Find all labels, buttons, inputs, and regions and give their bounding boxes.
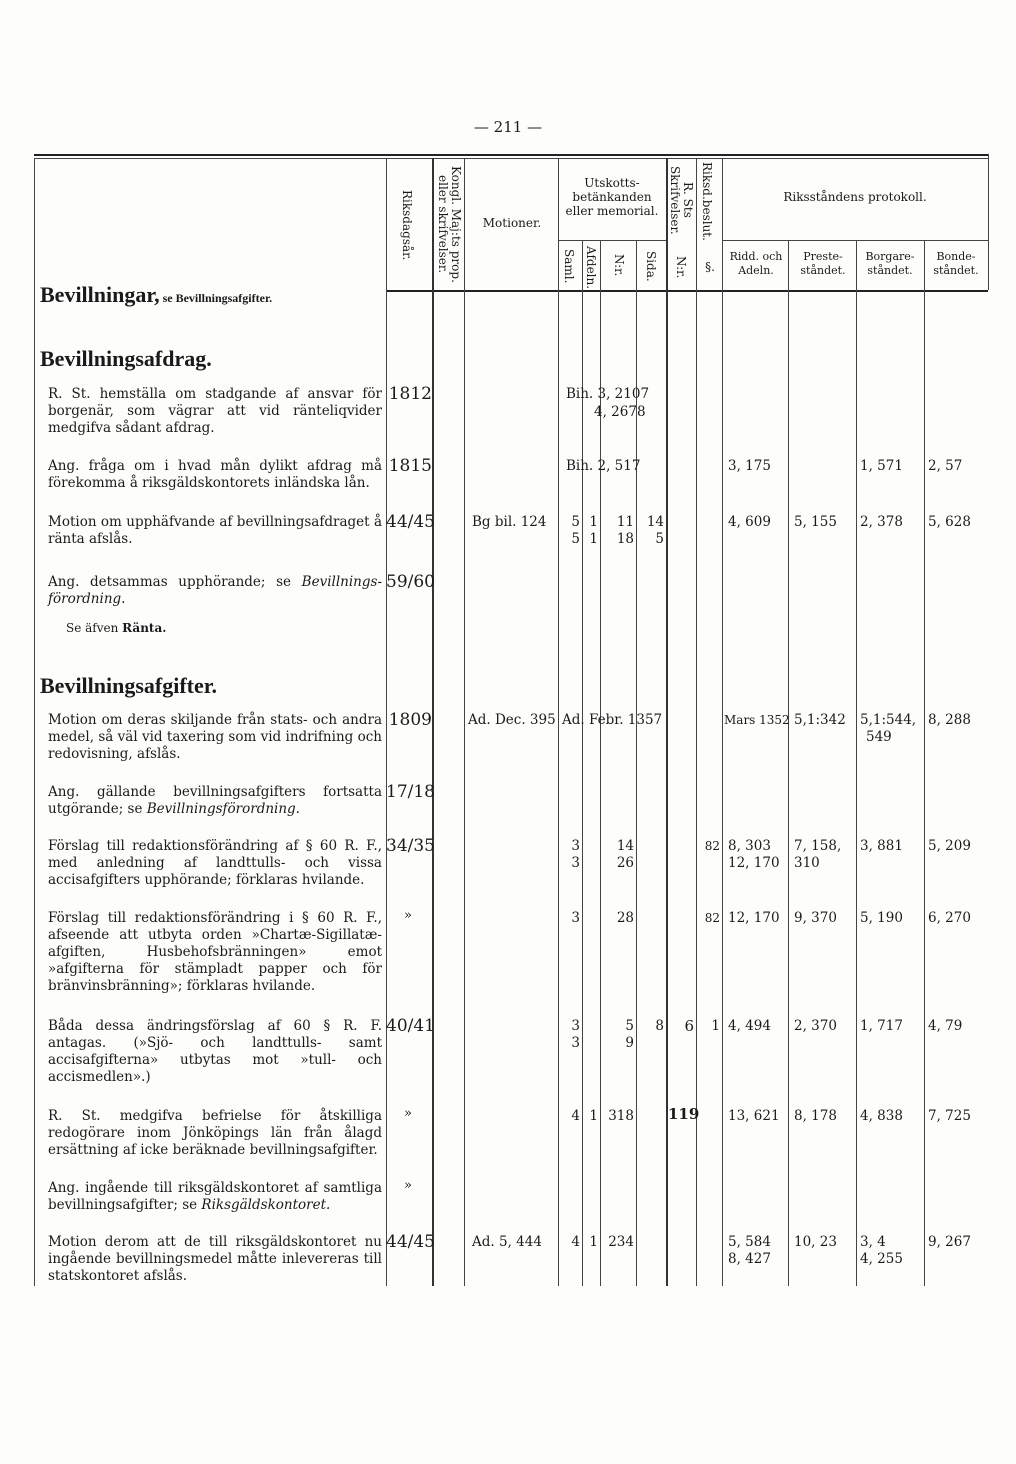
- header-prest: Preste- ståndet.: [800, 250, 846, 277]
- ridd-ref: 12, 170: [728, 910, 780, 926]
- borg-ref: 2, 378: [860, 514, 903, 530]
- entry-text-ref: Bevillnings- förordning.: [48, 574, 382, 607]
- entry-year: 1812: [388, 384, 432, 404]
- header-riksd-beslut: Riksd.beslut.: [700, 162, 714, 241]
- bonde-ref: 7, 725: [928, 1108, 971, 1124]
- borg-ref: 5,1:544,: [860, 712, 917, 728]
- bonde-ref: 5, 209: [928, 838, 971, 854]
- entry-text: Båda dessa ändringsförslag af 60 § R. F. antagas. (»Sjö- och landttulls- samt accisafgifterna» utbytas mot »tull- och accismedlen».): [48, 1018, 382, 1085]
- header-riksdagsar: Riksdagsår.: [400, 190, 414, 261]
- r-sts-nr: 119: [668, 1105, 700, 1123]
- prest-ref: 2, 370: [794, 1018, 837, 1034]
- entry-year: 44/45: [386, 1232, 435, 1252]
- entry-text: [48, 1180, 382, 1214]
- section-bevillningar: [40, 282, 272, 308]
- utskotts-ref: 4, 2678: [594, 404, 646, 420]
- entry-text-plain: Ang. detsammas upphörande; se: [48, 574, 302, 590]
- col-line: [432, 158, 434, 1286]
- header-motioner: Motioner.: [482, 216, 542, 230]
- afdeln: 1: [589, 531, 598, 547]
- header-kongl: Kongl. Maj:ts prop. eller skrifvelser.: [436, 165, 463, 283]
- section-afdrag: Bevillningsafdrag.: [40, 346, 212, 371]
- bonde-ref: 2, 57: [928, 458, 963, 474]
- r-sts-nr: 6: [684, 1017, 694, 1035]
- borg-ref: 3, 4: [860, 1234, 886, 1250]
- ridd-ref: 8, 427: [728, 1251, 771, 1267]
- entry-year: »: [404, 1106, 412, 1121]
- borg-ref: 1, 571: [860, 458, 903, 474]
- col-line: [722, 158, 723, 1286]
- page-number: — 211 —: [473, 118, 543, 136]
- sida: 5: [655, 531, 664, 547]
- prest-ref: 5, 155: [794, 514, 837, 530]
- afdeln: 1: [589, 1234, 598, 1250]
- col-line: [988, 154, 989, 290]
- riksd-par: 82: [704, 911, 720, 925]
- entry-year: 1815: [388, 456, 432, 476]
- ridd-ref: 4, 609: [728, 514, 771, 530]
- utskotts-nr: 18: [616, 531, 634, 547]
- saml: 3: [571, 855, 580, 871]
- borg-ref: 4, 255: [860, 1251, 903, 1267]
- utskotts-nr: 234: [608, 1234, 634, 1250]
- bevillningar-title: Bevillningar,: [40, 282, 160, 307]
- top-rule: [34, 154, 988, 156]
- section-afgifter: Bevillningsafgifter.: [40, 673, 218, 698]
- saml: 3: [571, 1018, 580, 1034]
- saml: 3: [571, 1035, 580, 1051]
- entry-year: »: [404, 1178, 412, 1193]
- motion-ref: Bg bil. 124: [472, 514, 547, 530]
- ridd-ref: 5, 584: [728, 1234, 771, 1250]
- motion-ref: Ad. Dec. 395: [468, 712, 556, 728]
- entry-text: Förslag till redaktionsförändring i § 60 R. F., afseende att utbyta orden »Chartæ-Sigillatæ-afgiften, Husbehofsbränningen» emot »afgifterna för stämpladt papper och för bränvinsbränning»; förklaras hvilande.: [48, 910, 382, 994]
- header-utskotts: Utskotts- betänkanden eller memorial.: [565, 176, 659, 218]
- saml: 5: [571, 531, 580, 547]
- afdeln: 1: [589, 514, 598, 530]
- afdeln: 1: [589, 1108, 598, 1124]
- entry-text: Motion om upphäfvande af bevillningsafdraget å ränta afslås.: [48, 514, 382, 547]
- utskotts-nr: 14: [616, 838, 634, 854]
- entry-text: [48, 574, 382, 608]
- utskotts-sub-rule: [558, 240, 666, 241]
- col-line: [34, 158, 35, 1286]
- se-afven-label: Se äfven: [66, 621, 119, 635]
- header-borg: Borgare- ståndet.: [865, 250, 915, 277]
- col-line: [924, 240, 925, 1286]
- header-par: §.: [705, 260, 715, 274]
- se-afven-ranta: Ränta.: [122, 621, 167, 635]
- saml: 4: [571, 1234, 580, 1250]
- entry-text-ref: Bevillningsförordning.: [146, 801, 300, 817]
- utskotts-nr: 11: [616, 514, 634, 530]
- borg-ref: 5, 190: [860, 910, 903, 926]
- entry-text-plain: Ang. gällande bevillningsafgifters fortsatta utgörande; se: [48, 784, 382, 817]
- header-ridd: Ridd. och Adeln.: [729, 250, 783, 277]
- header-afdeln: Afdeln.: [584, 246, 598, 290]
- header-sida: Sida.: [644, 250, 658, 282]
- col-line: [788, 240, 789, 1286]
- ridd-ref: 8, 303: [728, 838, 771, 854]
- borg-ref: 549: [866, 729, 892, 745]
- entry-text: [48, 784, 382, 818]
- prest-ref: 8, 178: [794, 1108, 837, 1124]
- entry-text-plain: Ang. ingående till riksgäldskontoret af samtliga bevillningsafgifter; se: [48, 1180, 382, 1213]
- bevillningar-ref: se Bevillningsafgifter.: [159, 291, 273, 305]
- ridd-ref: Mars 1352: [724, 713, 790, 727]
- se-afven: [66, 620, 166, 637]
- entry-text-ref: Riksgäldskontoret.: [201, 1197, 331, 1213]
- entry-year: 40/41: [386, 1016, 435, 1036]
- utskotts-nr: 318: [608, 1108, 634, 1124]
- sida: 8: [655, 1018, 664, 1034]
- entry-text: Ang. fråga om i hvad mån dylikt afdrag må förekomma å riksgäldskontorets inländska lån.: [48, 458, 382, 491]
- utskotts-ref: Bih. 2, 517: [566, 458, 641, 474]
- header-bonde: Bonde- ståndet.: [933, 250, 979, 277]
- entry-year: 17/18: [386, 782, 435, 802]
- entry-text: Motion derom att de till riksgäldskontoret nu ingående bevillningsmedel måtte inlevereras till statskontoret afslås.: [48, 1234, 382, 1284]
- entry-year: »: [404, 908, 412, 923]
- ridd-ref: 3, 175: [728, 458, 771, 474]
- utskotts-nr: 5: [625, 1018, 634, 1034]
- prest-ref: 10, 23: [794, 1234, 837, 1250]
- col-line: [856, 240, 857, 1286]
- entry-text: R. St. hemställa om stadgande af ansvar för borgenär, som vägrar att vid ränteliqvider medgifva sådant afdrag.: [48, 386, 382, 436]
- riksd-par: 1: [711, 1018, 720, 1034]
- header-r-sts: R. Sts Skrifvelser.: [668, 165, 695, 235]
- entry-year: 59/60: [386, 572, 435, 592]
- motion-ref: Ad. 5, 444: [472, 1234, 542, 1250]
- header-r-sts-nr: N:r.: [674, 255, 688, 279]
- entry-text: Förslag till redaktionsförändring af § 60 R. F., med anledning af landttulls- och vissa accisafgifters upphörande; förklaras hvilande.: [48, 838, 382, 888]
- sida: 14: [646, 514, 664, 530]
- borg-ref: 1, 717: [860, 1018, 903, 1034]
- utskotts-ref: Bih. 3, 2107: [566, 386, 650, 402]
- protokoll-sub-rule: [722, 240, 988, 241]
- header-protokoll: Riksståndens protokoll.: [783, 190, 927, 204]
- utskotts-nr: 26: [616, 855, 634, 871]
- saml: 3: [571, 910, 580, 926]
- bonde-ref: 5, 628: [928, 514, 971, 530]
- bonde-ref: 4, 79: [928, 1018, 963, 1034]
- header-nr: N:r.: [612, 253, 626, 277]
- entry-year: 34/35: [386, 836, 435, 856]
- prest-ref: 5,1:342: [794, 712, 846, 728]
- prest-ref: 7, 158,: [794, 838, 842, 854]
- saml: 5: [571, 514, 580, 530]
- saml: 4: [571, 1108, 580, 1124]
- bonde-ref: 6, 270: [928, 910, 971, 926]
- prest-ref: 310: [794, 855, 820, 871]
- header-saml: Saml.: [562, 248, 576, 284]
- header-bottom-rule: [386, 290, 988, 292]
- utskotts-nr: 9: [625, 1035, 634, 1051]
- col-line: [464, 158, 465, 1286]
- utskotts-ref: Ad. Febr. 1357: [562, 712, 663, 728]
- borg-ref: 4, 838: [860, 1108, 903, 1124]
- riksd-par: 82: [704, 839, 720, 853]
- entry-year: 1809: [388, 710, 432, 730]
- prest-ref: 9, 370: [794, 910, 837, 926]
- entry-year: 44/45: [386, 512, 435, 532]
- ridd-ref: 13, 621: [728, 1108, 780, 1124]
- utskotts-nr: 28: [616, 910, 634, 926]
- entry-text: R. St. medgifva befrielse för åtskilliga redogörare inom Jönköpings län från ålagd ersättning af icke beräknade bevillningsafgifter.: [48, 1108, 382, 1158]
- saml: 3: [571, 838, 580, 854]
- ridd-ref: 12, 170: [728, 855, 780, 871]
- borg-ref: 3, 881: [860, 838, 903, 854]
- bonde-ref: 9, 267: [928, 1234, 971, 1250]
- bonde-ref: 8, 288: [928, 712, 971, 728]
- col-line: [558, 158, 559, 1286]
- top-rule-2: [34, 158, 988, 159]
- entry-text: Motion om deras skiljande från stats- och andra medel, så väl vid taxering som vid indrifning och redovisning, afslås.: [48, 712, 382, 762]
- ridd-ref: 4, 494: [728, 1018, 771, 1034]
